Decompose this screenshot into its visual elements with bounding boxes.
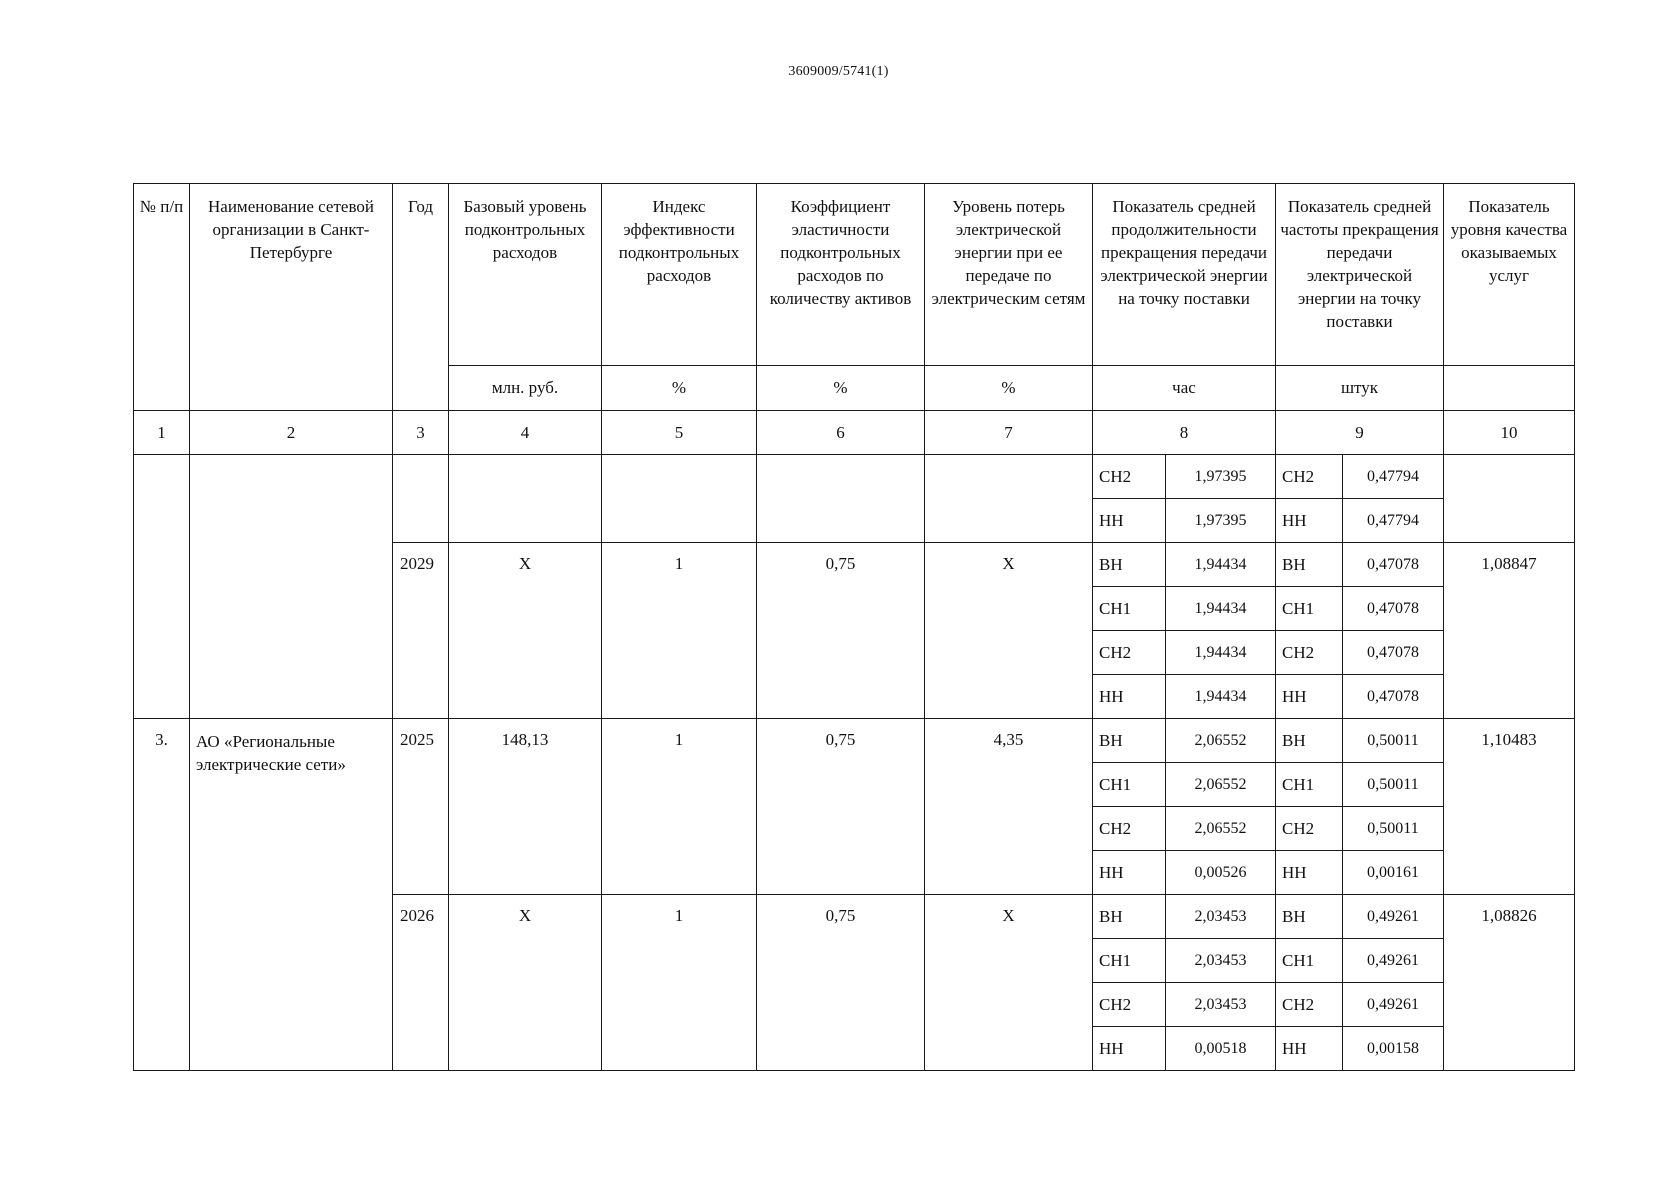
voltage-level: НН	[1093, 851, 1166, 895]
frequency-value: 0,50011	[1343, 807, 1444, 851]
voltage-level: СН2	[1093, 455, 1166, 499]
base-cell	[449, 455, 602, 543]
header-interruption-duration: Показатель средней продолжительности прекращения передачи электрической энергии на точку поставки	[1093, 184, 1276, 366]
unit-frequency: штук	[1276, 366, 1444, 411]
quality-cell	[1444, 455, 1575, 543]
voltage-level: СН2	[1276, 455, 1343, 499]
voltage-level: СН2	[1093, 807, 1166, 851]
header-number: № п/п	[134, 184, 190, 411]
voltage-level: СН1	[1276, 763, 1343, 807]
column-number: 2	[190, 411, 393, 455]
frequency-value: 0,00161	[1343, 851, 1444, 895]
table-row	[134, 719, 1575, 763]
voltage-level: НН	[1093, 675, 1166, 719]
header-interruption-frequency: Показатель средней частоты прекращения передачи электрической энергии на точку поставки	[1276, 184, 1444, 366]
voltage-level: НН	[1276, 851, 1343, 895]
year-cell: 2029	[393, 543, 449, 719]
duration-value: 1,94434	[1166, 631, 1276, 675]
unit-losses: %	[925, 366, 1093, 411]
quality-cell: 1,10483	[1444, 719, 1575, 895]
voltage-level: СН1	[1093, 939, 1166, 983]
table-row	[134, 455, 1575, 499]
unit-efficiency-index: %	[602, 366, 757, 411]
frequency-value: 0,47078	[1343, 587, 1444, 631]
voltage-level: СН2	[1276, 631, 1343, 675]
frequency-value: 0,00158	[1343, 1027, 1444, 1071]
voltage-level: СН1	[1093, 763, 1166, 807]
header-base-costs: Базовый уровень подконтрольных расходов	[449, 184, 602, 366]
voltage-level: СН2	[1276, 807, 1343, 851]
organization-cell	[190, 455, 393, 719]
losses-cell: Х	[925, 543, 1093, 719]
quality-cell: 1,08826	[1444, 895, 1575, 1071]
unit-base-costs: млн. руб.	[449, 366, 602, 411]
column-number: 3	[393, 411, 449, 455]
frequency-value: 0,50011	[1343, 719, 1444, 763]
column-number: 1	[134, 411, 190, 455]
document-number: 3609009/5741(1)	[788, 64, 889, 79]
base-cell: Х	[449, 895, 602, 1071]
voltage-level: НН	[1276, 1027, 1343, 1071]
frequency-value: 0,49261	[1343, 983, 1444, 1027]
losses-cell: 4,35	[925, 719, 1093, 895]
header-year: Год	[393, 184, 449, 411]
voltage-level: ВН	[1276, 543, 1343, 587]
quality-cell: 1,08847	[1444, 543, 1575, 719]
column-number: 9	[1276, 411, 1444, 455]
voltage-level: ВН	[1093, 719, 1166, 763]
duration-value: 2,06552	[1166, 807, 1276, 851]
losses-cell: Х	[925, 895, 1093, 1071]
duration-value: 0,00526	[1166, 851, 1276, 895]
column-numbers-row	[134, 411, 1575, 455]
voltage-level: СН2	[1276, 983, 1343, 1027]
frequency-value: 0,49261	[1343, 939, 1444, 983]
duration-value: 2,06552	[1166, 763, 1276, 807]
column-number: 10	[1444, 411, 1575, 455]
frequency-value: 0,49261	[1343, 895, 1444, 939]
duration-value: 2,03453	[1166, 939, 1276, 983]
column-number: 5	[602, 411, 757, 455]
header-service-quality: Показатель уровня качества оказываемых услуг	[1444, 184, 1575, 366]
voltage-level: НН	[1093, 1027, 1166, 1071]
voltage-level: СН2	[1093, 983, 1166, 1027]
column-number: 7	[925, 411, 1093, 455]
header-losses: Уровень потерь электрической энергии при ее передаче по электрическим сетям	[925, 184, 1093, 366]
header-row	[134, 184, 1575, 366]
elasticity-cell: 0,75	[757, 543, 925, 719]
column-number: 8	[1093, 411, 1276, 455]
voltage-level: СН2	[1093, 631, 1166, 675]
unit-quality	[1444, 366, 1575, 411]
duration-value: 1,94434	[1166, 587, 1276, 631]
elasticity-cell: 0,75	[757, 719, 925, 895]
unit-elasticity: %	[757, 366, 925, 411]
number-cell	[134, 455, 190, 719]
column-number: 4	[449, 411, 602, 455]
elasticity-cell: 0,75	[757, 895, 925, 1071]
duration-value: 2,06552	[1166, 719, 1276, 763]
header-efficiency-index: Индекс эффективности подконтрольных расходов	[602, 184, 757, 366]
index-cell: 1	[602, 719, 757, 895]
voltage-level: СН1	[1093, 587, 1166, 631]
voltage-level: НН	[1276, 675, 1343, 719]
duration-value: 0,00518	[1166, 1027, 1276, 1071]
voltage-level: ВН	[1276, 719, 1343, 763]
index-cell	[602, 455, 757, 543]
duration-value: 2,03453	[1166, 895, 1276, 939]
frequency-value: 0,47794	[1343, 499, 1444, 543]
frequency-value: 0,47078	[1343, 675, 1444, 719]
duration-value: 2,03453	[1166, 983, 1276, 1027]
voltage-level: СН1	[1276, 939, 1343, 983]
voltage-level: СН1	[1276, 587, 1343, 631]
frequency-value: 0,47794	[1343, 455, 1444, 499]
losses-cell	[925, 455, 1093, 543]
year-cell: 2025	[393, 719, 449, 895]
header-organization: Наименование сетевой организации в Санкт-Петербурге	[190, 184, 393, 411]
voltage-level: ВН	[1276, 895, 1343, 939]
frequency-value: 0,50011	[1343, 763, 1444, 807]
voltage-level: НН	[1093, 499, 1166, 543]
duration-value: 1,94434	[1166, 675, 1276, 719]
unit-duration: час	[1093, 366, 1276, 411]
number-cell: 3.	[134, 719, 190, 1071]
duration-value: 1,97395	[1166, 455, 1276, 499]
base-cell: 148,13	[449, 719, 602, 895]
year-cell: 2026	[393, 895, 449, 1071]
voltage-level: НН	[1276, 499, 1343, 543]
column-number: 6	[757, 411, 925, 455]
voltage-level: ВН	[1093, 895, 1166, 939]
year-cell	[393, 455, 449, 543]
voltage-level: ВН	[1093, 543, 1166, 587]
tariff-parameters-table	[133, 183, 1575, 1071]
index-cell: 1	[602, 543, 757, 719]
index-cell: 1	[602, 895, 757, 1071]
elasticity-cell	[757, 455, 925, 543]
frequency-value: 0,47078	[1343, 631, 1444, 675]
header-elasticity: Коэффициент эластичности подконтрольных расходов по количеству активов	[757, 184, 925, 366]
frequency-value: 0,47078	[1343, 543, 1444, 587]
organization-name: АО «Региональные электрические сети»	[190, 719, 393, 1071]
duration-value: 1,97395	[1166, 499, 1276, 543]
base-cell: Х	[449, 543, 602, 719]
duration-value: 1,94434	[1166, 543, 1276, 587]
